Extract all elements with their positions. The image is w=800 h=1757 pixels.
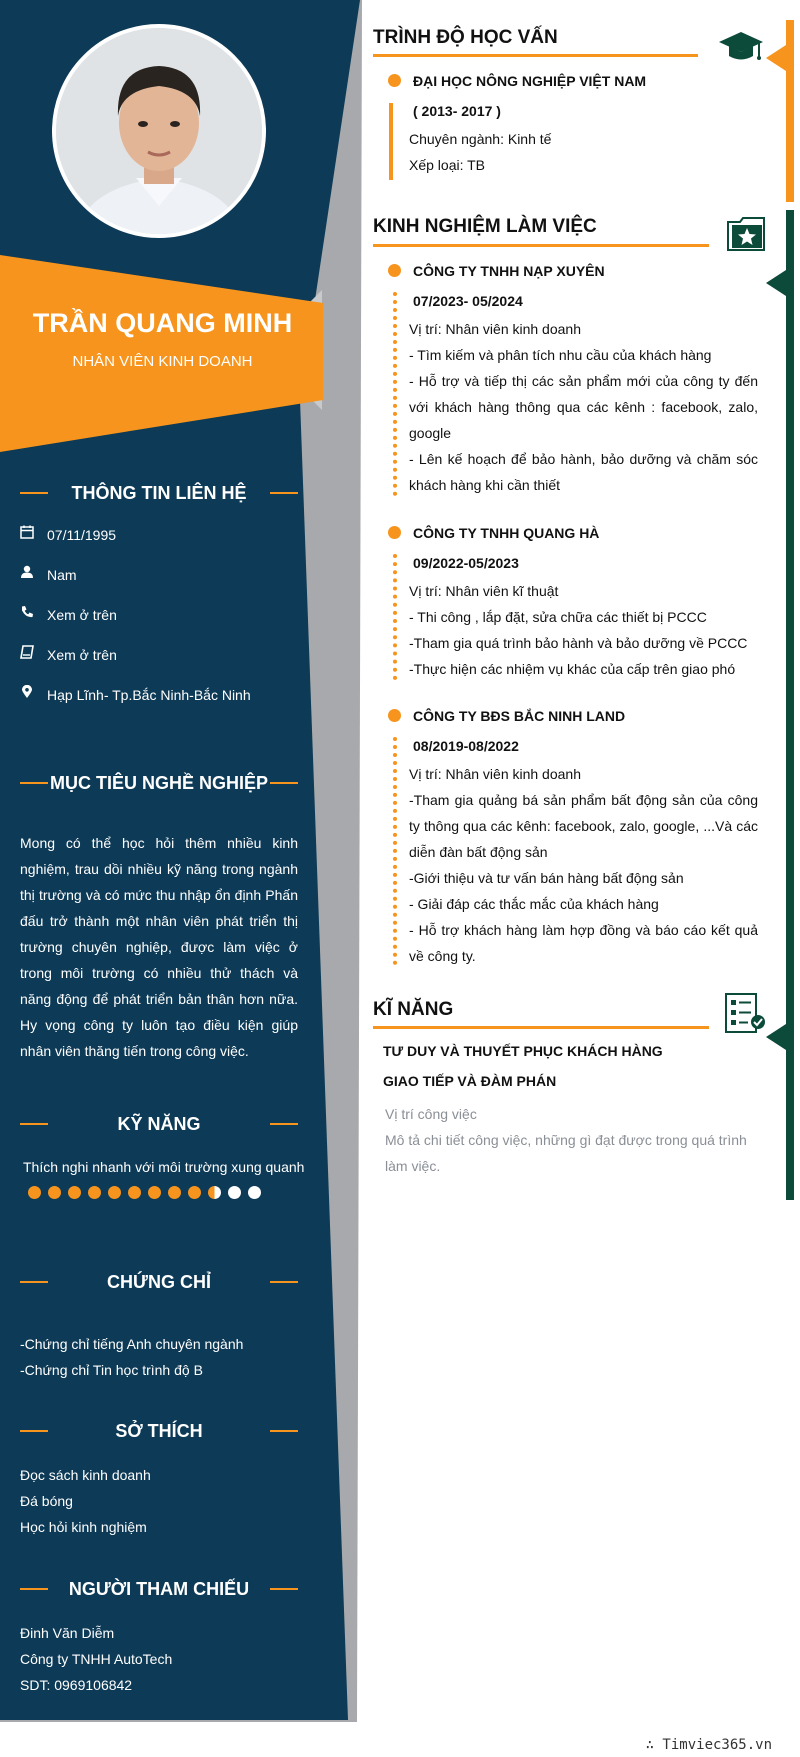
job-company: CÔNG TY TNHH QUANG HÀ (413, 525, 600, 541)
job-timeline (393, 554, 397, 680)
education-bullet (388, 74, 401, 87)
education-accent-bar (786, 20, 794, 202)
job-bullet (388, 709, 401, 722)
skills-underline (373, 1026, 709, 1029)
left-skill-name: Thích nghi nhanh với môi trường xung quanh (23, 1159, 305, 1175)
job-line: Vị trí: Nhân viên kĩ thuật (409, 583, 559, 599)
candidate-title: NHÂN VIÊN KINH DOANH (72, 353, 253, 370)
contact-gender: Nam (20, 565, 77, 585)
left-skills-heading: KỸ NĂNG (20, 1109, 298, 1139)
hobby-item: Đá bóng (20, 1493, 73, 1509)
hobbies-heading: SỞ THÍCH (20, 1416, 298, 1446)
education-school: ĐẠI HỌC NÔNG NGHIỆP VIỆT NAM (413, 73, 647, 89)
job-line: Vị trí: Nhân viên kinh doanh (409, 766, 581, 782)
job-timeline (393, 292, 397, 496)
job-line: -Thực hiện các nhiệm vụ khác của cấp trên giao phó (409, 661, 736, 677)
education-heading: TRÌNH ĐỘ HỌC VẤN (373, 27, 558, 48)
graduation-cap-icon (718, 30, 764, 69)
skill-item: GIAO TIẾP VÀ ĐÀM PHÁN (383, 1073, 557, 1089)
job-period: 09/2022-05/2023 (413, 555, 519, 571)
references-heading: NGƯỜI THAM CHIẾU (20, 1574, 298, 1604)
hobby-item: Đọc sách kinh doanh (20, 1467, 151, 1483)
hobby-item: Học hỏi kinh nghiệm (20, 1519, 147, 1535)
experience-heading: KINH NGHIỆM LÀM VIỆC (373, 216, 597, 237)
job-timeline (393, 737, 397, 965)
contact-email: Xem ở trên (20, 645, 117, 665)
experience-underline (373, 244, 709, 247)
checklist-icon (724, 992, 766, 1039)
certificate-item: -Chứng chỉ Tin học trình độ B (20, 1362, 203, 1378)
education-underline (373, 54, 698, 57)
job-line: -Tham gia quảng bá sản phẩm bất động sản của công ty thông qua các kênh: facebook, zalo, google, ...Và các diễn đàn bất động sản (409, 792, 758, 860)
skill-item: TƯ DUY VÀ THUYẾT PHỤC KHÁCH HÀNG (383, 1043, 663, 1059)
job-line: -Tham gia quá trình bảo hành và bảo dưỡng về PCCC (409, 635, 748, 651)
job-line: - Lên kế hoạch để bảo hành, bảo dưỡng và chăm sóc khách hàng khi cần thiết (409, 451, 758, 493)
job-bullet (388, 526, 401, 539)
education-timeline (389, 103, 393, 180)
folder-star-icon (726, 216, 766, 257)
reference-company: Công ty TNHH AutoTech (20, 1651, 173, 1667)
skill-description-placeholder: Mô tả chi tiết công việc, những gì đạt được trong quá trình làm việc. (385, 1132, 747, 1174)
job-line: Vị trí: Nhân viên kinh doanh (409, 321, 581, 337)
skill-position-placeholder: Vị trí công việc (385, 1106, 477, 1122)
avatar (52, 24, 266, 238)
job-line: - Tìm kiếm và phân tích nhu cầu của khách hàng (409, 347, 712, 363)
job-company: CÔNG TY BĐS BẮC NINH LAND (413, 708, 626, 724)
education-period: ( 2013- 2017 ) (413, 103, 501, 119)
education-accent-arrow (766, 45, 786, 71)
contact-heading: THÔNG TIN LIÊN HỆ (20, 478, 298, 508)
job-line: -Giới thiệu và tư vấn bán hàng bất động sản (409, 870, 684, 886)
contact-birthday: 07/11/1995 (20, 525, 116, 545)
job-line: - Giải đáp các thắc mắc của khách hàng (409, 896, 659, 912)
education-major: Chuyên ngành: Kinh tế (409, 131, 552, 147)
job-line: - Hỗ trợ và tiếp thị các sản phẩm mới của công ty đến với khách hàng thông qua các kênh : facebook, zalo, google (409, 373, 758, 441)
candidate-name: TRẦN QUANG MINH (32, 308, 293, 338)
skills-accent-arrow (766, 1024, 786, 1050)
job-period: 07/2023- 05/2024 (413, 293, 523, 309)
left-panel (0, 0, 370, 1730)
objective-text: Mong có thể học hỏi thêm nhiều kinh nghiệm, trau dồi nhiều kỹ năng trong ngành thị trường và có mức thu nhập ổn định Phấn đấu trở thành một nhân viên phát triển thị trường chuyên nghiệp, được làm việc ở trong môi trường có nhiều thử thách và năng động để phát triển bản thân hơn nữa. Hy vọng công ty luôn tạo điều kiện giúp nhân viên thăng tiến trong công việc. (20, 835, 298, 1059)
experience-accent-bar (786, 210, 794, 1200)
job-bullet (388, 264, 401, 277)
objective-heading: MỤC TIÊU NGHỀ NGHIỆP (20, 768, 298, 798)
contact-address: Hạp Lĩnh- Tp.Bắc Ninh-Bắc Ninh (20, 685, 251, 705)
reference-phone: SDT: 0969106842 (20, 1677, 133, 1693)
experience-accent-arrow (766, 270, 786, 296)
education-grade: Xếp loại: TB (409, 157, 486, 173)
skill-rating (28, 1186, 261, 1199)
job-line: - Hỗ trợ khách hàng làm hợp đồng và báo cáo kết quả về công ty. (409, 922, 758, 964)
skills-heading: KĨ NĂNG (373, 999, 454, 1020)
certificates-heading: CHỨNG CHỈ (20, 1267, 298, 1297)
contact-phone: Xem ở trên (20, 605, 117, 625)
reference-name: Đinh Văn Diễm (20, 1625, 115, 1641)
watermark: ∴ Timviec365.vn (645, 1737, 772, 1753)
certificate-item: -Chứng chỉ tiếng Anh chuyên ngành (20, 1336, 244, 1352)
job-company: CÔNG TY TNHH NẠP XUYÊN (413, 263, 605, 279)
job-period: 08/2019-08/2022 (413, 738, 519, 754)
job-line: - Thi công , lắp đặt, sửa chữa các thiết bị PCCC (409, 609, 707, 625)
